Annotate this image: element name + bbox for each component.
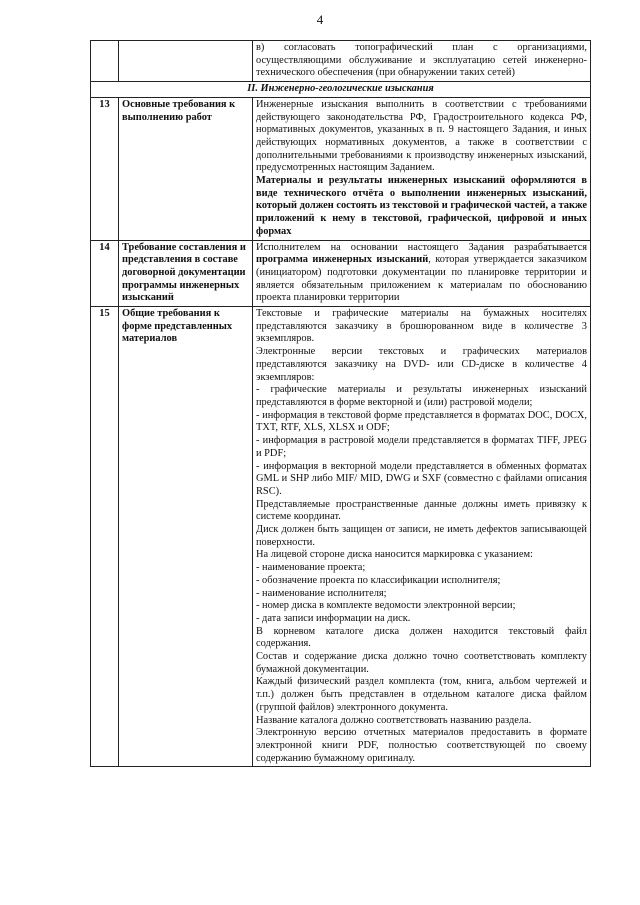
page-number: 4 <box>316 12 324 27</box>
row-paragraph: - графические материалы и результаты инженерных изысканий представляются в форме векторной и (или) растровой модели; <box>256 384 587 408</box>
row-number: 13 <box>91 97 119 240</box>
text-run-bold: программа инженерных изысканий <box>256 254 429 266</box>
section-title: II. Инженерно-геологические изыскания <box>91 82 591 98</box>
row-paragraph-bold: Материалы и результаты инженерных изысканий оформляются в виде технического отчёта о выполнении инженерных изысканий, который должен состоять из текстовой и графической частей, а также приложений к нему в текстовой, графической, цифровой и иных формах <box>256 175 587 237</box>
row-paragraph: Представляемые пространственные данные должны иметь привязку к системе координат. <box>256 498 587 523</box>
row-paragraph: - дата записи информации на диск. <box>256 612 411 624</box>
row-paragraph: В корневом каталоге диска должен находится текстовый файл содержания. <box>256 625 587 650</box>
row-paragraph: - информация в текстовой форме представляется в форматах DOC, DOCX, TXT, RTF, XLS, XLSX и ODF; <box>256 409 587 434</box>
row-paragraph: Состав и содержание диска должно точно соответствовать комплекту бумажной документации. <box>256 651 587 675</box>
text-run: Исполнителем на основании настоящего Задания разрабатывается <box>256 241 587 253</box>
row-paragraph: - обозначение проекта по классификации исполнителя; <box>256 574 501 586</box>
row-paragraph: - наименование исполнителя; <box>256 587 387 599</box>
row-paragraph: На лицевой стороне диска наносится маркировка с указанием: <box>256 549 533 561</box>
text-run: , которая утверждается заказчиком (инициатором) подготовки документации по планировке территории и является обязательным приложением к материалам по обоснованию проекта планировки территории <box>256 254 587 304</box>
row-paragraph: - информация в векторной модели представляется в обменных форматах GML и SHP либо MIF/ MID, DWG и SXF (совместно с файлами описания RSC). <box>256 460 587 497</box>
requirements-table <box>90 40 591 767</box>
row-paragraph: - номер диска в комплекте ведомости электронной версии; <box>256 600 516 612</box>
row-paragraph: Текстовые и графические материалы на бумажных носителях представляются заказчику в брошюрованном виде в количестве 3 экземпляров. <box>256 308 587 345</box>
row-paragraph: - наименование проекта; <box>256 562 366 574</box>
row-paragraph: Инженерные изыскания выполнить в соответствии с требованиями действующего законодательства РФ, Градостроительного кодекса РФ, нормативных документов, указанных в п. 9 настоящего Задания, и иных действующих нормативных документов, а также в соответствии с дополнительными требованиями к производству инженерных изысканий, предусмотренных настоящим Заданием. <box>256 98 587 174</box>
section-header-row <box>91 82 591 98</box>
continuation-text: в) согласовать топографический план с организациями, осуществляющими обслуживание и эксплуатацию сетей инженерно-технического обеспечения (при обнаружении таких сетей) <box>256 42 587 79</box>
row-paragraph: Каждый физический раздел комплекта (том, книга, альбом чертежей и т.п.) должен быть представлен в отдельном каталоге диска файлом (группой файлов) электронного документа. <box>256 676 587 713</box>
row-paragraph: Название каталога должно соответствовать названию раздела. <box>256 714 532 726</box>
row-paragraph: - информация в растровой модели представляется в форматах TIFF, JPEG и PDF; <box>256 435 587 459</box>
row-label: Основные требования к выполнению работ <box>119 97 253 240</box>
table-row-14 <box>91 240 591 307</box>
row-number: 14 <box>91 240 119 307</box>
row-paragraph: Диск должен быть защищен от записи, не иметь дефектов записывающей поверхности. <box>256 524 587 548</box>
row-paragraph <box>256 242 587 306</box>
row-content-cell <box>253 307 591 767</box>
row-label: Общие требования к форме представленных материалов <box>119 307 253 767</box>
row-number-cell <box>91 41 119 82</box>
row-paragraph: Электронную версию отчетных материалов предоставить в формате электронной книги PDF, полностью соответствующей по своему содержанию бумажному оригиналу. <box>256 727 587 764</box>
table-row-continuation <box>91 41 591 82</box>
row-content-cell <box>253 41 591 82</box>
row-number: 15 <box>91 307 119 767</box>
row-content-cell <box>253 97 591 240</box>
row-paragraph: Электронные версии текстовых и графических материалов представляются заказчику на DVD- или CD-диске в количестве 4 экземпляров: <box>256 346 587 383</box>
table-row-15 <box>91 307 591 767</box>
row-label: Требование составления и представления в составе договорной документации программы инженерных изысканий <box>119 240 253 307</box>
row-label-cell <box>119 41 253 82</box>
row-content-cell <box>253 240 591 307</box>
table-row-13 <box>91 97 591 240</box>
